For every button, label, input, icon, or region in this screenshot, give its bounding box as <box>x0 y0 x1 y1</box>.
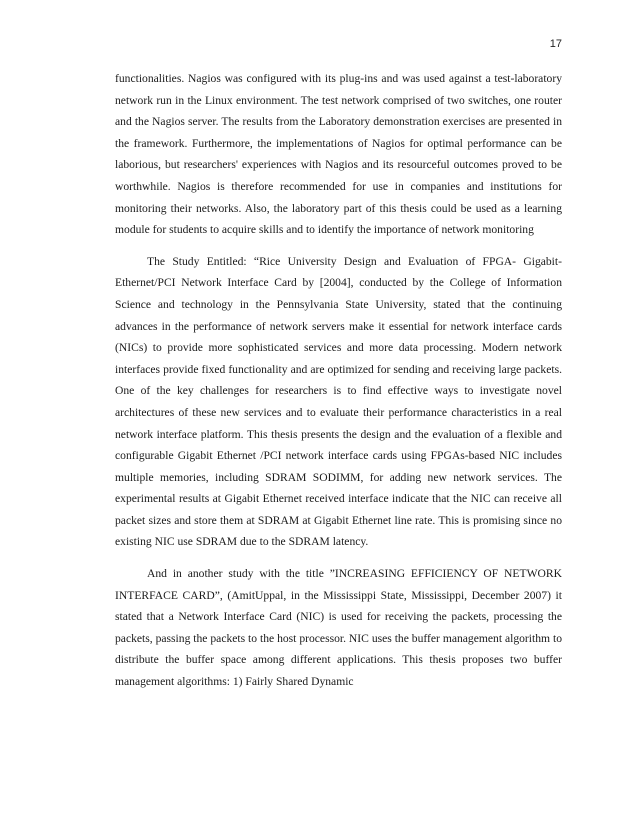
body-text <box>115 68 562 703</box>
page-number: 17 <box>549 38 562 50</box>
paragraph-rice-study: The Study Entitled: “Rice University Design and Evaluation of FPGA- Gigabit-Ethernet/PCI Network Interface Card by [2004], conducted by the College of Information Science and technology in the Pennsylvania State University, stated that the continuing advances in the performance of network servers make it essential for network interface cards (NICs) to provide more sophisticated services and more data processing. Modern network interfaces provide fixed functionality and are optimized for sending and receiving large packets. One of the key challenges for researchers is to find effective ways to investigate novel architectures of these new services and to evaluate their performance characteristics in a real network interface platform. This thesis presents the design and the evaluation of a flexible and configurable Gigabit Ethernet /PCI network interface cards using FPGAs-based NIC includes multiple memories, including SDRAM SODIMM, for adding new network services. The experimental results at Gigabit Ethernet received interface indicate that the NIC can receive all packet sizes and store them at SDRAM at Gigabit Ethernet line rate. This is promising since no existing NIC use SDRAM due to the SDRAM latency. <box>115 254 562 549</box>
paragraph-nic-efficiency: And in another study with the title ”INCREASING EFFICIENCY OF NETWORK INTERFACE CARD”, (AmitUppal, in the Mississippi State, Mississippi, December 2007) it stated that a Network Interface Card (NIC) is used for receiving the packets, processing the packets, passing the packets to the host processor. NIC uses the buffer management algorithm to distribute the buffer space among different applications. This thesis proposes two buffer management algorithms: 1) Fairly Shared Dynamic <box>115 567 562 689</box>
paragraph-nagios: functionalities. Nagios was configured with its plug-ins and was used against a test-laboratory network run in the Linux environment. The test network comprised of two switches, one router and the Nagios server. The results from the Laboratory demonstration exercises are presented in the framework. Furthermore, the implementations of Nagios for optimal performance can be laborious, but researchers' experiences with Nagios and its resourceful outcomes proved to be worthwhile. Nagios is therefore recommended for use in companies and institutions for monitoring their networks. Also, the laboratory part of this thesis could be used as a learning module for students to acquire skills and to identify the importance of network monitoring <box>115 72 562 237</box>
